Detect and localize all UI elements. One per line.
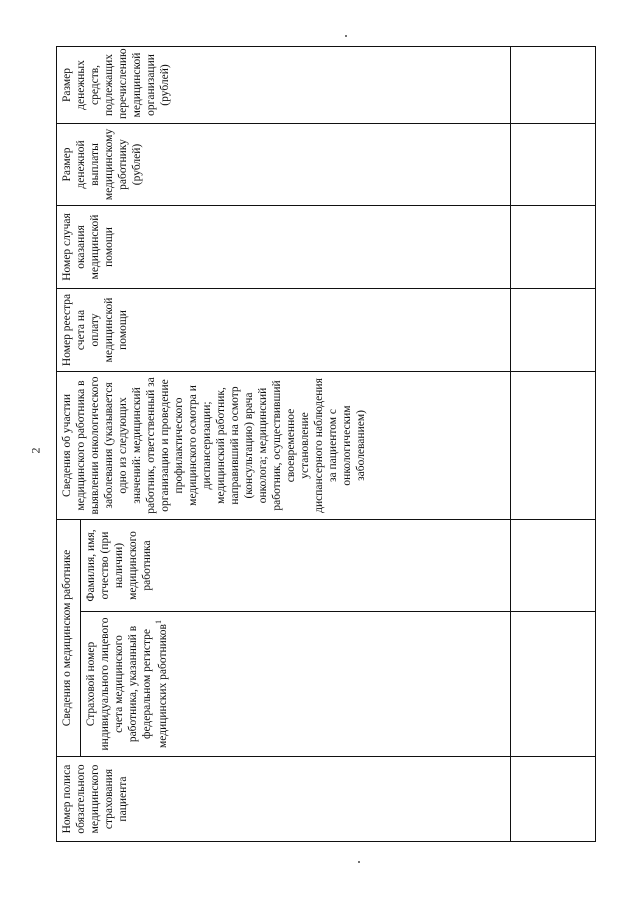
table-cell — [511, 519, 596, 611]
col-participation-header: Сведения об участии медицинского работника в выявлении онкологического заболевания (указывается одно из следующих значений: медицинский работник, ответственный за организацию и проведение профилактического медицинского осмотра и диспансеризации; медицинский работник, направивший на осмотр (консультацию) врача онколога; медицинский работник, осуществивший своевременное установление диспансерного наблюдения за пациентом с онкологическим заболеванием) — [57, 371, 511, 519]
col-policy-header: Номер полиса обязательного медицинского страхования пациента — [57, 757, 511, 842]
col-registry-header: Номер реестра счета на оплату медицинской помощи — [57, 288, 511, 371]
col-snils-header: Страховой номер индивидуального лицевого счета медицинского работника, указанный в федеральном регистре медицинских работников$^1$ — [81, 612, 511, 757]
payment-table — [56, 46, 596, 842]
table-cell — [511, 123, 596, 205]
col-payment-header: Размер денежной выплаты медицинскому работнику (рублей) — [57, 123, 511, 205]
table-cell — [511, 371, 596, 519]
col-transfer-header: Размер денежных средств, подлежащих перечислению медицинской организации (рублей) — [57, 46, 511, 123]
table-cell — [511, 46, 596, 123]
col-case-header: Номер случая оказания медицинской помощи — [57, 205, 511, 288]
table-row — [511, 46, 596, 841]
table-cell — [511, 205, 596, 288]
footnote-marker: 1 — [154, 620, 164, 624]
worker-info-group-header: Сведения о медицинском работнике — [57, 519, 81, 756]
col-fio-header: Фамилия, имя, отчество (при наличии) медицинского работника — [81, 519, 511, 611]
scan-speck — [345, 35, 347, 37]
scan-speck — [358, 861, 360, 863]
table-frame — [56, 47, 595, 842]
table-cell — [511, 288, 596, 371]
table-cell — [511, 612, 596, 757]
page-number: 2 — [28, 447, 43, 454]
table-cell — [511, 757, 596, 842]
